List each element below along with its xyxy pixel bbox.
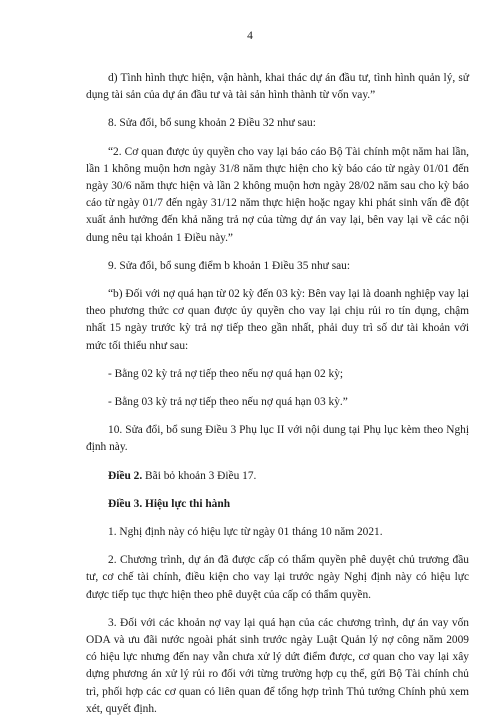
paragraph-bullet-02: - Bằng 02 kỳ trả nợ tiếp theo nếu nợ quá hạn 02 kỳ; (108, 367, 344, 380)
article-2-heading: Điều 2. (108, 469, 143, 482)
paragraph-amend-10: 10. Sửa đổi, bổ sung Điều 3 Phụ lục II với nội dung tại Phụ lục kèm theo Nghị định này. (86, 424, 469, 454)
article-3-heading: Điều 3. Hiệu lực thi hành (108, 497, 231, 510)
paragraph-transition-3: 3. Đối với các khoản nợ vay lại quá hạn của các chương trình, dự án vay vốn ODA và ưu đãi nước ngoài phát sinh trước ngày Luật Quản lý nợ công năm 2009 có hiệu lực nhưng đến nay vẫn chưa xử lý dứt điểm được, cơ quan cho vay lại xây dựng phương án xử lý rủi ro đối với từng trường hợp cụ thể, gửi Bộ Tài chính chủ trì, phối hợp các cơ quan có liên quan để tổng hợp trình Thủ tướng Chính phủ xem xét, quyết định. (86, 616, 469, 715)
paragraph-article-2 (86, 468, 469, 485)
document-body (86, 70, 469, 718)
paragraph-transition-2: 2. Chương trình, dự án đã được cấp có thẩm quyền phê duyệt chủ trương đầu tư, cơ chế tài chính, điều kiện cho vay lại trước ngày Nghị định này có hiệu lực được tiếp tục thực hiện theo phê duyệt của cấp có thẩm quyền. (86, 554, 469, 601)
paragraph-clause-b-overdue: “b) Đối với nợ quá hạn từ 02 kỳ đến 03 kỳ: Bên vay lại là doanh nghiệp vay lại theo phương thức cơ quan được ủy quyền cho vay lại chịu rủi ro tín dụng, chậm nhất 15 ngày trước kỳ trả nợ tiếp theo gần nhất, phải duy trì số dư tài khoản với mức tối thiểu như sau: (86, 288, 469, 352)
article-2-text: Bãi bỏ khoản 3 Điều 17. (142, 469, 257, 482)
paragraph-amend-9: 9. Sửa đổi, bổ sung điểm b khoản 1 Điều 35 như sau: (108, 259, 351, 272)
paragraph-clause-d: d) Tình hình thực hiện, vận hành, khai thác dự án đầu tư, tình hình quản lý, sử dụng tài sản của dự án đầu tư và tài sản hình thành từ vốn vay.” (86, 72, 469, 102)
paragraph-amend-8: 8. Sửa đổi, bổ sung khoản 2 Điều 32 như sau: (108, 117, 316, 130)
paragraph-bullet-03: - Bằng 03 kỳ trả nợ tiếp theo nếu nợ quá hạn 03 kỳ.” (108, 396, 348, 409)
page-number: 4 (247, 30, 253, 42)
paragraph-effective-date: 1. Nghị định này có hiệu lực từ ngày 01 tháng 10 năm 2021. (108, 526, 383, 539)
paragraph-clause-2-reporting: “2. Cơ quan được ủy quyền cho vay lại báo cáo Bộ Tài chính một năm hai lần, lần 1 không muộn hơn ngày 31/8 năm thực hiện cho kỳ báo cáo từ ngày 01/01 đến ngày 30/6 năm thực hiện và lần 2 không muộn hơn ngày 28/02 năm sau cho kỳ báo cáo từ ngày 01/7 đến ngày 31/12 năm thực hiện hoặc ngay khi phát sinh vấn đề đột xuất ảnh hưởng đến khả năng trả nợ của từng dự án vay lại, bên vay lại về các nội dung nêu tại khoản 1 Điều này.” (86, 145, 469, 244)
